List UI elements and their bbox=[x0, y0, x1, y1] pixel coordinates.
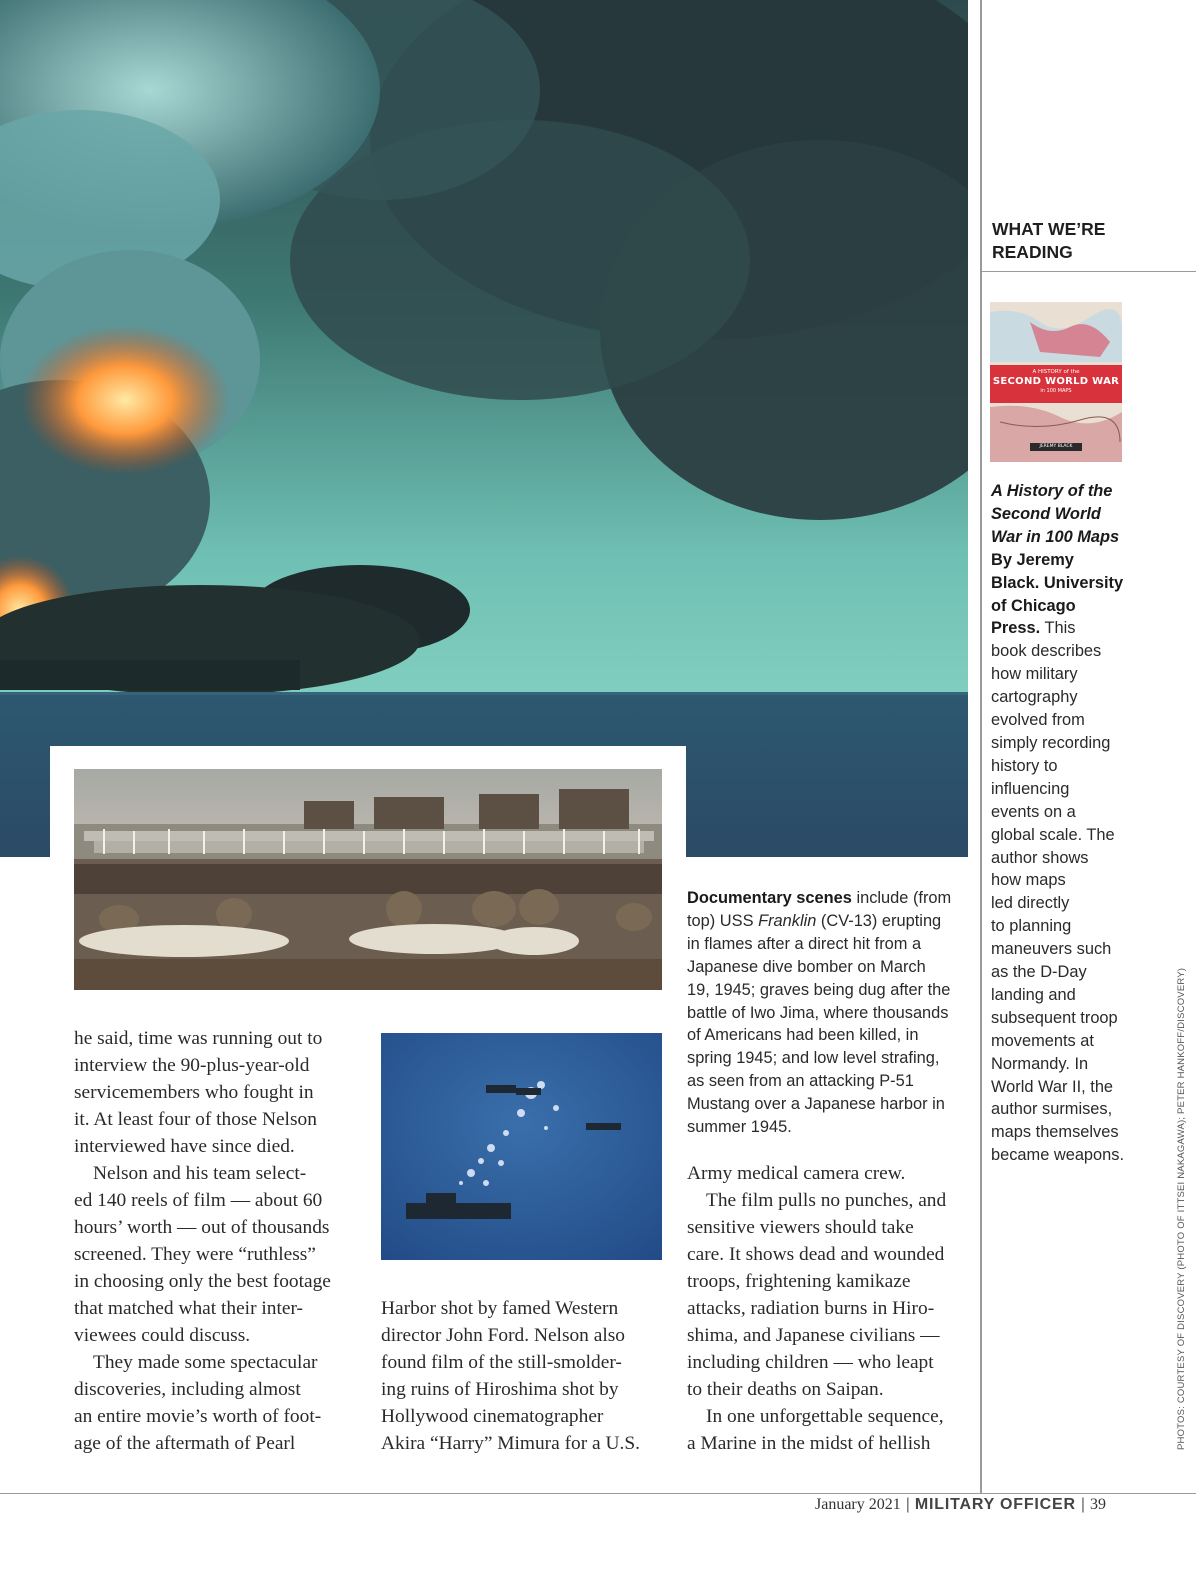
body-line-text: director John Ford. Nelson also bbox=[381, 1325, 625, 1346]
body-line bbox=[687, 1268, 972, 1295]
review-line bbox=[991, 732, 1151, 755]
book-cover-author: JEREMY BLACK bbox=[1030, 443, 1082, 451]
japanese-harbor-strafing-photo bbox=[381, 1033, 662, 1260]
body-line bbox=[687, 1376, 972, 1403]
sidebar-heading-line1: WHAT WE’RE bbox=[992, 219, 1106, 239]
body-line bbox=[74, 1349, 364, 1376]
body-line bbox=[687, 1322, 972, 1349]
review-line bbox=[991, 1098, 1151, 1121]
review-line bbox=[991, 709, 1151, 732]
review-line bbox=[991, 915, 1151, 938]
body-line-text: including children — who leapt bbox=[687, 1352, 934, 1373]
review-line bbox=[991, 663, 1151, 686]
review-line-text: Second World bbox=[991, 504, 1101, 523]
review-line bbox=[991, 549, 1151, 572]
sidebar-heading-line2: READING bbox=[992, 242, 1073, 262]
review-line-text: Press. bbox=[991, 619, 1041, 638]
caption-ship-name: Franklin bbox=[758, 911, 817, 930]
body-line bbox=[381, 1349, 671, 1376]
review-line bbox=[991, 824, 1151, 847]
page-footer bbox=[815, 1496, 1106, 1514]
body-line-text: he said, time was running out to bbox=[74, 1028, 323, 1049]
review-line-text: how military bbox=[991, 665, 1078, 684]
body-line bbox=[687, 1430, 972, 1457]
body-line-text: a Marine in the midst of hellish bbox=[687, 1433, 931, 1454]
caption-line: summer 1945. bbox=[687, 1118, 792, 1137]
review-line-text: War in 100 Maps bbox=[991, 527, 1120, 546]
review-line-text: of Chicago bbox=[991, 596, 1076, 615]
footer-rule bbox=[0, 1493, 1196, 1494]
review-line bbox=[991, 892, 1151, 915]
body-line bbox=[74, 1160, 364, 1187]
body-line bbox=[74, 1025, 364, 1052]
review-line-text: book describes bbox=[991, 642, 1102, 661]
footer-separator: | bbox=[905, 1496, 910, 1513]
review-line-text: to planning bbox=[991, 917, 1072, 936]
book-cover-title: SECOND WORLD WAR bbox=[992, 376, 1120, 387]
review-line bbox=[991, 526, 1151, 549]
body-line bbox=[74, 1430, 364, 1457]
review-line-text: By Jeremy bbox=[991, 550, 1074, 569]
body-line-text: an entire movie’s worth of foot- bbox=[74, 1406, 322, 1427]
caption-line1-rest: include (from bbox=[851, 889, 952, 907]
review-line bbox=[991, 640, 1151, 663]
body-line bbox=[74, 1052, 364, 1079]
body-line-text: ed 140 reels of film — about 60 bbox=[74, 1190, 323, 1211]
review-line-text: Black. University bbox=[991, 573, 1124, 592]
hero-photo-uss-franklin bbox=[0, 0, 968, 857]
body-line bbox=[74, 1079, 364, 1106]
caption-line: spring 1945; and low level strafing, bbox=[687, 1049, 940, 1068]
body-line bbox=[381, 1322, 671, 1349]
caption-lead: Documentary scenes bbox=[687, 889, 852, 907]
review-line-text: landing and bbox=[991, 985, 1076, 1004]
body-line-text: sensitive viewers should take bbox=[687, 1217, 914, 1238]
review-line-text: author surmises, bbox=[991, 1100, 1113, 1119]
body-line-text: that matched what their inter- bbox=[74, 1298, 303, 1319]
body-line-text: Army medical camera crew. bbox=[687, 1163, 906, 1184]
review-line-text: events on a bbox=[991, 802, 1076, 821]
review-line bbox=[991, 1053, 1151, 1076]
review-line-text: author shows bbox=[991, 848, 1089, 867]
review-line bbox=[991, 572, 1151, 595]
body-line-text: shima, and Japanese civilians — bbox=[687, 1325, 940, 1346]
body-line-text: attacks, radiation burns in Hiro- bbox=[687, 1298, 935, 1319]
body-line-text: age of the aftermath of Pearl bbox=[74, 1433, 296, 1454]
body-line-text: found film of the still-smolder- bbox=[381, 1352, 622, 1373]
body-line-text: The film pulls no punches, and bbox=[706, 1190, 947, 1211]
review-line bbox=[991, 1121, 1151, 1144]
review-line bbox=[991, 938, 1151, 961]
review-line-text: World War II, the bbox=[991, 1077, 1114, 1096]
body-line-text: Nelson and his team select- bbox=[93, 1163, 307, 1184]
review-line-text: This bbox=[1040, 619, 1076, 638]
body-line bbox=[74, 1241, 364, 1268]
review-line-text: influencing bbox=[991, 779, 1070, 798]
review-line-text: simply recording bbox=[991, 733, 1111, 752]
review-line-text: subsequent troop bbox=[991, 1008, 1118, 1027]
body-line bbox=[687, 1214, 972, 1241]
sidebar-heading-rule bbox=[982, 271, 1196, 272]
body-line bbox=[381, 1376, 671, 1403]
body-line bbox=[74, 1295, 364, 1322]
caption-line2-a: top) USS bbox=[687, 911, 759, 930]
body-line-text: troops, frightening kamikaze bbox=[687, 1271, 911, 1292]
article-column-2 bbox=[381, 1295, 671, 1457]
caption-line: in flames after a direct hit from a bbox=[687, 934, 922, 953]
body-line bbox=[687, 1403, 972, 1430]
body-line bbox=[74, 1133, 364, 1160]
book-cover-small-bottom: in 100 MAPS bbox=[1040, 388, 1072, 394]
caption-line: Mustang over a Japanese harbor in bbox=[687, 1095, 945, 1114]
review-line bbox=[991, 984, 1151, 1007]
caption-line: of Americans had been killed, in bbox=[687, 1026, 919, 1045]
body-line-text: in choosing only the best footage bbox=[74, 1271, 331, 1292]
caption-line2-b: (CV-13) erupting bbox=[816, 911, 942, 930]
article-column-1 bbox=[74, 1025, 364, 1457]
body-line-text: interviewed have since died. bbox=[74, 1136, 295, 1157]
review-line-text: movements at bbox=[991, 1031, 1094, 1050]
iwo-jima-graves-photo bbox=[74, 769, 662, 990]
body-line-text: screened. They were “ruthless” bbox=[74, 1244, 316, 1265]
sidebar-divider bbox=[980, 0, 982, 1494]
body-line bbox=[687, 1187, 972, 1214]
body-line-text: discoveries, including almost bbox=[74, 1379, 301, 1400]
footer-magazine-name: MILITARY OFFICER bbox=[914, 1496, 1076, 1513]
review-line-text: cartography bbox=[991, 688, 1078, 707]
body-line-text: to their deaths on Saipan. bbox=[687, 1379, 884, 1400]
photo-caption bbox=[687, 887, 972, 1139]
body-line-text: ing ruins of Hiroshima shot by bbox=[381, 1379, 619, 1400]
review-line bbox=[991, 755, 1151, 778]
review-line bbox=[991, 847, 1151, 870]
review-line bbox=[991, 686, 1151, 709]
book-review-text bbox=[991, 480, 1151, 1167]
review-line-text: maneuvers such bbox=[991, 940, 1112, 959]
article-column-3 bbox=[687, 1160, 972, 1457]
body-line bbox=[74, 1403, 364, 1430]
caption-line: battle of Iwo Jima, where thousands bbox=[687, 1003, 949, 1022]
body-line-text: servicemembers who fought in bbox=[74, 1082, 314, 1103]
body-line-text: it. At least four of those Nelson bbox=[74, 1109, 317, 1130]
review-line bbox=[991, 1007, 1151, 1030]
review-line-text: history to bbox=[991, 756, 1058, 775]
body-line bbox=[381, 1403, 671, 1430]
review-line-text: global scale. The bbox=[991, 825, 1115, 844]
caption-line: as seen from an attacking P-51 bbox=[687, 1072, 914, 1091]
review-line bbox=[991, 503, 1151, 526]
body-line bbox=[687, 1349, 972, 1376]
footer-separator-2: | bbox=[1080, 1496, 1086, 1513]
review-line-text: evolved from bbox=[991, 711, 1085, 730]
review-line-text: A History of the bbox=[991, 482, 1113, 500]
caption-line: 19, 1945; graves being dug after the bbox=[687, 980, 951, 999]
body-line-text: hours’ worth — out of thousands bbox=[74, 1217, 330, 1238]
body-line-text: viewees could discuss. bbox=[74, 1325, 251, 1346]
body-line bbox=[74, 1187, 364, 1214]
review-line-text: Normandy. In bbox=[991, 1054, 1089, 1073]
review-line-text: led directly bbox=[991, 894, 1070, 913]
book-cover-small-top: A HISTORY of the bbox=[1032, 369, 1080, 375]
body-line-text: Harbor shot by famed Western bbox=[381, 1298, 619, 1319]
footer-date: January 2021 bbox=[815, 1496, 901, 1513]
sidebar-heading bbox=[992, 218, 1192, 264]
body-line bbox=[381, 1430, 671, 1457]
review-line bbox=[991, 595, 1151, 618]
review-line bbox=[991, 1076, 1151, 1099]
review-line-text: maps themselves bbox=[991, 1123, 1119, 1142]
body-line-text: Hollywood cinematographer bbox=[381, 1406, 604, 1427]
body-line-text: care. It shows dead and wounded bbox=[687, 1244, 945, 1265]
review-line-text: became weapons. bbox=[991, 1146, 1125, 1165]
review-line bbox=[991, 480, 1151, 503]
review-line bbox=[991, 801, 1151, 824]
review-line bbox=[991, 961, 1151, 984]
caption-line: Japanese dive bomber on March bbox=[687, 957, 926, 976]
body-line bbox=[687, 1160, 972, 1187]
body-line-text: interview the 90-plus-year-old bbox=[74, 1055, 310, 1076]
body-line bbox=[687, 1295, 972, 1322]
photo-credit: PHOTOS: COURTESY OF DISCOVERY (PHOTO OF ITTSEI NAKAGAWA); PETER HANKOFF/DISCOVERY) bbox=[1176, 967, 1187, 1450]
book-cover bbox=[990, 302, 1122, 462]
review-line-text: as the D-Day bbox=[991, 963, 1087, 982]
body-line-text: They made some spectacular bbox=[93, 1352, 318, 1373]
review-line bbox=[991, 778, 1151, 801]
body-line bbox=[74, 1214, 364, 1241]
body-line bbox=[74, 1322, 364, 1349]
footer-page-number: 39 bbox=[1090, 1496, 1107, 1513]
review-line bbox=[991, 617, 1151, 640]
review-line bbox=[991, 1144, 1151, 1167]
review-line-text: how maps bbox=[991, 871, 1066, 890]
review-line bbox=[991, 1030, 1151, 1053]
body-line-text: In one unforgettable sequence, bbox=[706, 1406, 944, 1427]
body-line bbox=[74, 1106, 364, 1133]
body-line-text: Akira “Harry” Mimura for a U.S. bbox=[381, 1433, 640, 1454]
body-line bbox=[381, 1295, 671, 1322]
body-line bbox=[687, 1241, 972, 1268]
body-line bbox=[74, 1376, 364, 1403]
body-line bbox=[74, 1268, 364, 1295]
review-line bbox=[991, 869, 1151, 892]
